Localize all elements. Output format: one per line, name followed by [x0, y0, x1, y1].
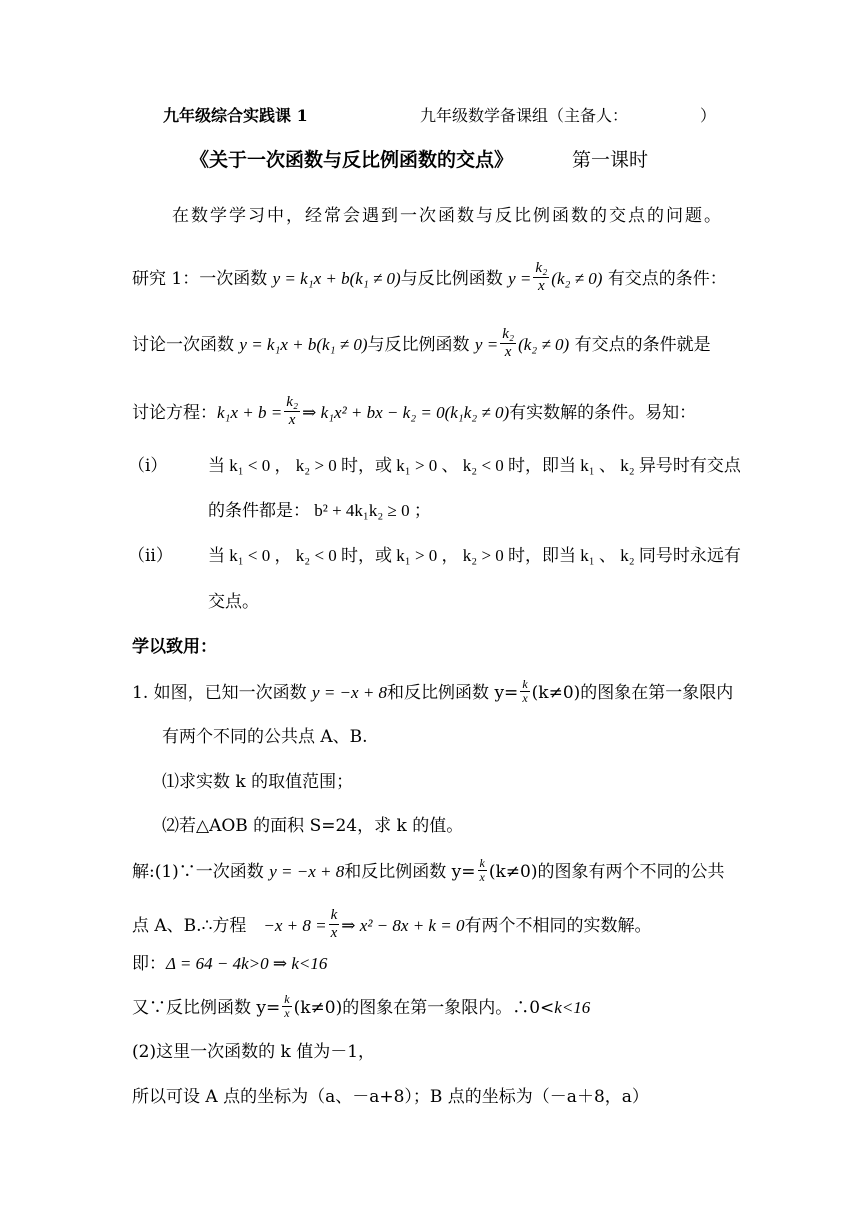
- fraction-denominator: x: [500, 343, 516, 361]
- discuss-suffix: 有交点的条件就是: [574, 335, 711, 355]
- linear-equation: y = −x + 8: [312, 683, 388, 702]
- case-1-line-1: 当 k₁ < 0 ， k₂ > 0 时，或 k₁ > 0 、 k₂ < 0 时，即当 k₁ 、 k₂ 异号时有交点: [208, 456, 741, 475]
- fraction: [329, 907, 340, 942]
- research-mid: 与反比例函数: [400, 269, 503, 289]
- research-line: [132, 262, 727, 297]
- fraction: [478, 857, 487, 884]
- equation-rhs: ⇒ x² − 8x + k = 0: [341, 916, 465, 935]
- equation-lhs: −x + 8 =: [263, 916, 327, 935]
- linear-equation: y = k₁x + b(k₁ ≠ 0): [239, 335, 368, 354]
- discuss-mid: 与反比例函数: [367, 335, 470, 355]
- problem-mid: 和反比例函数 y=: [387, 683, 519, 703]
- case-2-label: （ii）: [128, 546, 173, 566]
- problem-question-2: ⑵若△AOB 的面积 S=24，求 k 的值。: [162, 816, 464, 836]
- discriminant-inequality: Δ = 64 − 4k>0 ⇒ k<16: [166, 954, 328, 973]
- equation-lhs: k₁x + b =: [217, 403, 283, 422]
- problem-question-1: ⑴求实数 k 的取值范围；: [162, 772, 354, 792]
- fraction-numerator: k₂: [535, 260, 548, 276]
- inverse-condition: (k₂ ≠ 0): [518, 335, 570, 354]
- fraction-numerator: k: [330, 907, 338, 923]
- inverse-lhs: y =: [474, 335, 499, 354]
- prep-group: 九年级数学备课组（主备人： ）: [420, 106, 717, 125]
- discuss-line-1: [132, 328, 711, 363]
- fraction-denominator: x: [330, 925, 338, 941]
- fraction-numerator: k₂: [286, 394, 299, 410]
- lesson-number: 第一课时: [572, 149, 649, 171]
- fraction-denominator: x: [284, 411, 300, 429]
- fraction: [284, 394, 300, 429]
- inverse-condition: (k₂ ≠ 0): [551, 269, 603, 288]
- solution-mid: (k≠0)的图象在第一象限内。∴0<: [293, 998, 555, 1018]
- fraction-numerator: k₂: [502, 326, 515, 342]
- case-1-line-2: 的条件都是： b² + 4k₁k₂ ≥ 0 ；: [208, 501, 431, 520]
- solution-prefix: 解:(1)∵一次函数: [132, 862, 270, 882]
- fraction: [520, 678, 529, 705]
- discuss-prefix: 讨论方程：: [132, 403, 217, 423]
- problem-line-1: [132, 677, 734, 707]
- intro-paragraph: 在数学学习中，经常会遇到一次函数与反比例函数的交点的问题。: [172, 206, 723, 226]
- case-1-label: （i）: [128, 456, 168, 476]
- problem-line-2: 有两个不同的公共点 A、B.: [162, 727, 368, 747]
- problem-prefix: 1. 如图，已知一次函数: [132, 683, 313, 703]
- problem-suffix: (k≠0)的图象在第一象限内: [531, 683, 734, 703]
- solution-line-2: [132, 909, 651, 944]
- fraction-denominator: x: [479, 870, 485, 884]
- fraction-denominator: x: [522, 691, 528, 705]
- linear-equation: y = −x + 8: [269, 862, 345, 881]
- discuss-suffix: 有实数解的条件。易知：: [509, 403, 697, 423]
- solution-prefix: 又∵反比例函数 y=: [132, 998, 281, 1018]
- fraction-denominator: x: [533, 277, 549, 295]
- solution-prefix: 即：: [132, 954, 166, 974]
- fraction-numerator: k: [479, 856, 485, 870]
- discuss-prefix: 讨论一次函数: [132, 335, 240, 355]
- fraction-numerator: k: [284, 992, 290, 1006]
- inverse-lhs: y =: [508, 269, 532, 288]
- course-title: 九年级综合实践课 1: [163, 106, 308, 125]
- solution-line-5: (2)这里一次函数的 k 值为－1，: [132, 1042, 376, 1062]
- fraction-numerator: k: [522, 677, 528, 691]
- solution-line-6: 所以可设 A 点的坐标为（a、－a+8）；B 点的坐标为（－a＋8，a）: [132, 1087, 649, 1107]
- case-2-line-1: 当 k₁ < 0 ， k₂ < 0 时，或 k₁ > 0 ， k₂ > 0 时，即当 k₁ 、 k₂ 同号时永远有: [208, 546, 741, 565]
- fraction: [533, 260, 549, 295]
- solution-suffix: 有两个不相同的实数解。: [464, 916, 652, 936]
- solution-mid: 和反比例函数 y=: [344, 862, 476, 882]
- fraction: [282, 993, 291, 1020]
- k-range: k<16: [554, 998, 591, 1017]
- apply-heading: 学以致用：: [132, 637, 217, 657]
- solution-prefix: 点 A、B.∴方程: [132, 916, 264, 936]
- solution-line-3: [132, 953, 327, 975]
- research-prefix: 研究 1：一次函数: [132, 269, 273, 289]
- solution-suffix: (k≠0)的图象有两个不同的公共: [488, 862, 725, 882]
- fraction: [500, 326, 516, 361]
- discuss-line-2: [132, 396, 696, 431]
- case-2-line-2: 交点。: [208, 592, 259, 612]
- page-title: 《关于一次函数与反比例函数的交点》: [190, 149, 514, 171]
- solution-line-4: [132, 992, 591, 1022]
- linear-equation: y = k₁x + b(k₁ ≠ 0): [272, 269, 401, 288]
- equation-rhs: ⇒ k₁x² + bx − k₂ = 0(k₁k₂ ≠ 0): [302, 403, 510, 422]
- solution-line-1: [132, 856, 725, 886]
- research-suffix: 有交点的条件：: [607, 269, 727, 289]
- fraction-denominator: x: [284, 1006, 290, 1020]
